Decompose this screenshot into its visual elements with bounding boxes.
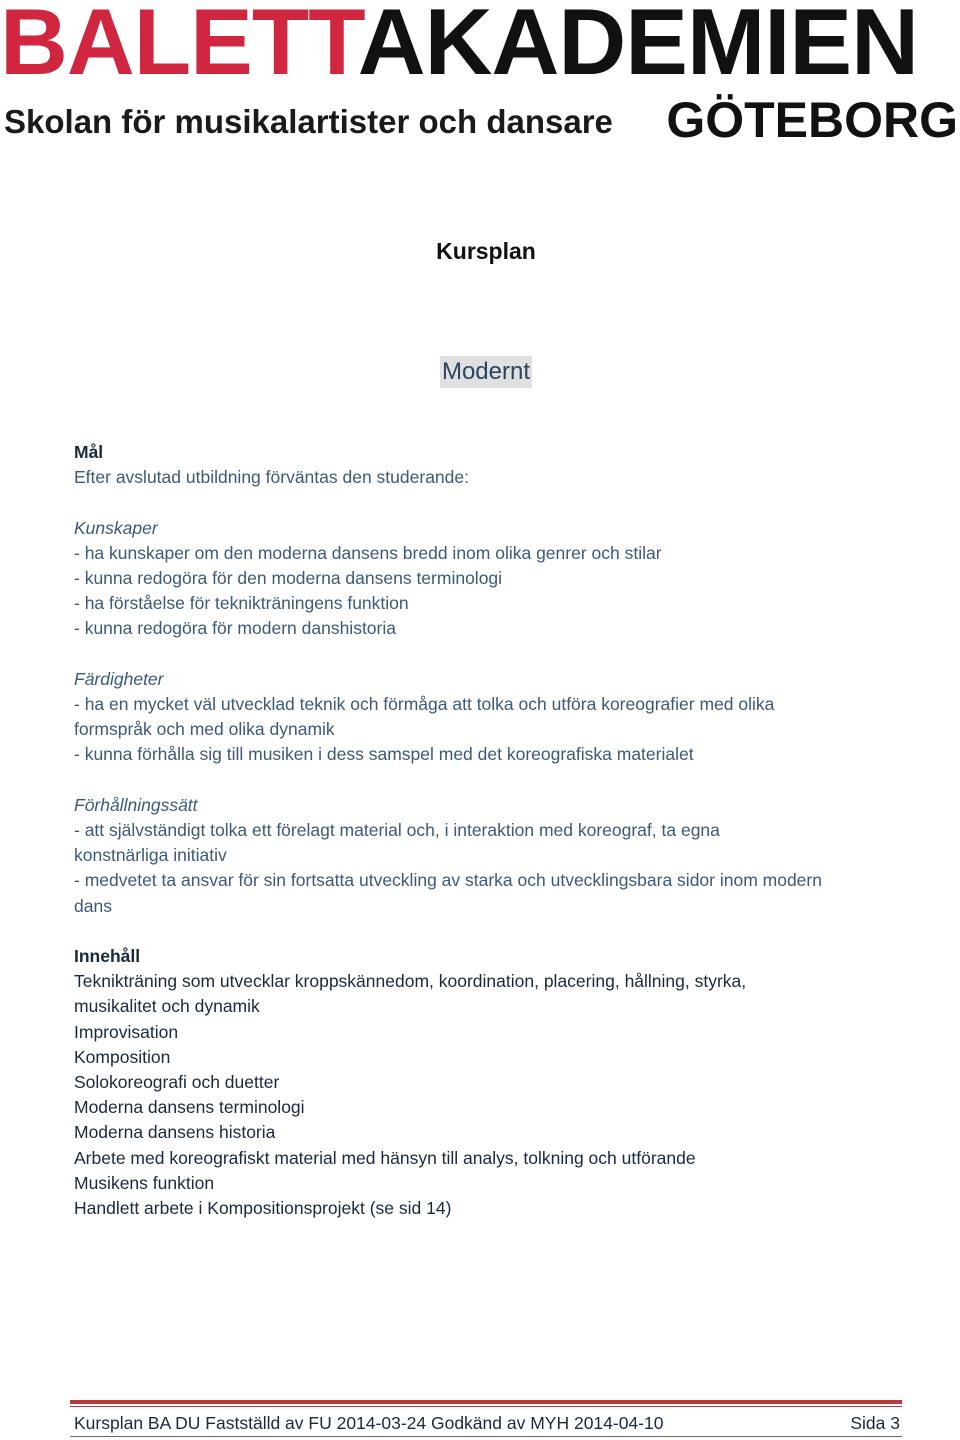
footer-document-info: Kursplan BA DU Fastställd av FU 2014-03-24 Godkänd av MYH 2014-04-10	[74, 1413, 664, 1433]
goals-intro: Efter avslutad utbildning förväntas den studerande:	[74, 467, 469, 488]
list-item: - medvetet ta ansvar för sin fortsatta utveckling av starka och utvecklingsbara sidor inom modern	[74, 870, 822, 891]
logo-city: GÖTEBORG	[666, 92, 958, 148]
logo-subtitle: Skolan för musikalartister och dansare	[4, 103, 613, 140]
list-item: - ha förståelse för teknikträningens funktion	[74, 593, 409, 614]
logo-wordmark	[0, 0, 960, 90]
contents-heading: Innehåll	[74, 946, 141, 966]
list-item: Improvisation	[74, 1021, 179, 1042]
spacer	[74, 642, 904, 667]
list-item: Musikens funktion	[74, 1172, 215, 1193]
list-item: Komposition	[74, 1046, 171, 1067]
document-title: Kursplan	[436, 238, 536, 264]
list-item: Handlett arbete i Kompositionsprojekt (se sid 14)	[74, 1198, 452, 1219]
list-item: - kunna redogöra för den moderna dansens terminologi	[74, 568, 503, 588]
list-item: - ha kunskaper om den moderna dansens bredd inom olika genrer och stilar	[74, 542, 662, 563]
page-footer	[74, 1410, 900, 1436]
list-item: - kunna förhålla sig till musiken i dess samspel med det koreografiska materialet	[74, 744, 694, 765]
spacer	[74, 768, 904, 793]
course-name: Modernt	[440, 356, 532, 388]
list-item: Solokoreografi och duetter	[74, 1072, 280, 1093]
skills-heading: Färdigheter	[74, 668, 164, 689]
logo-wordmark-red: BALETT	[0, 0, 358, 90]
course-content	[74, 440, 904, 1221]
list-item: - kunna redogöra för modern danshistoria	[74, 618, 396, 639]
list-item: Teknikträning som utvecklar kroppskännedom, koordination, placering, hållning, styrka,	[74, 971, 747, 992]
list-item: dans	[74, 895, 112, 916]
list-item: musikalitet och dynamik	[74, 996, 260, 1017]
list-item: - att självständigt tolka ett förelagt material och, i interaktion med koreograf, ta egna	[74, 820, 720, 840]
attitudes-heading: Förhållningssätt	[74, 794, 198, 815]
spacer	[74, 919, 904, 944]
list-item: Moderna dansens historia	[74, 1122, 276, 1143]
spacer	[74, 490, 904, 515]
list-item: Moderna dansens terminologi	[74, 1097, 305, 1118]
page-number: Sida 3	[850, 1413, 900, 1433]
footer-divider	[70, 1400, 902, 1404]
footer-bottom-divider	[70, 1436, 902, 1437]
list-item: Arbete med koreografiskt material med hänsyn till analys, tolkning och utförande	[74, 1147, 696, 1168]
logo-wordmark-black: AKADEMIEN	[357, 0, 918, 90]
goals-heading: Mål	[74, 442, 104, 462]
footer-divider-thin	[70, 1406, 902, 1407]
list-item: formspråk och med olika dynamik	[74, 719, 335, 740]
list-item: - ha en mycket väl utvecklad teknik och förmåga att tolka och utföra koreografier med olika	[74, 694, 775, 714]
list-item: konstnärliga initiativ	[74, 845, 227, 866]
course-name-container	[0, 356, 960, 388]
knowledge-heading: Kunskaper	[74, 517, 158, 538]
